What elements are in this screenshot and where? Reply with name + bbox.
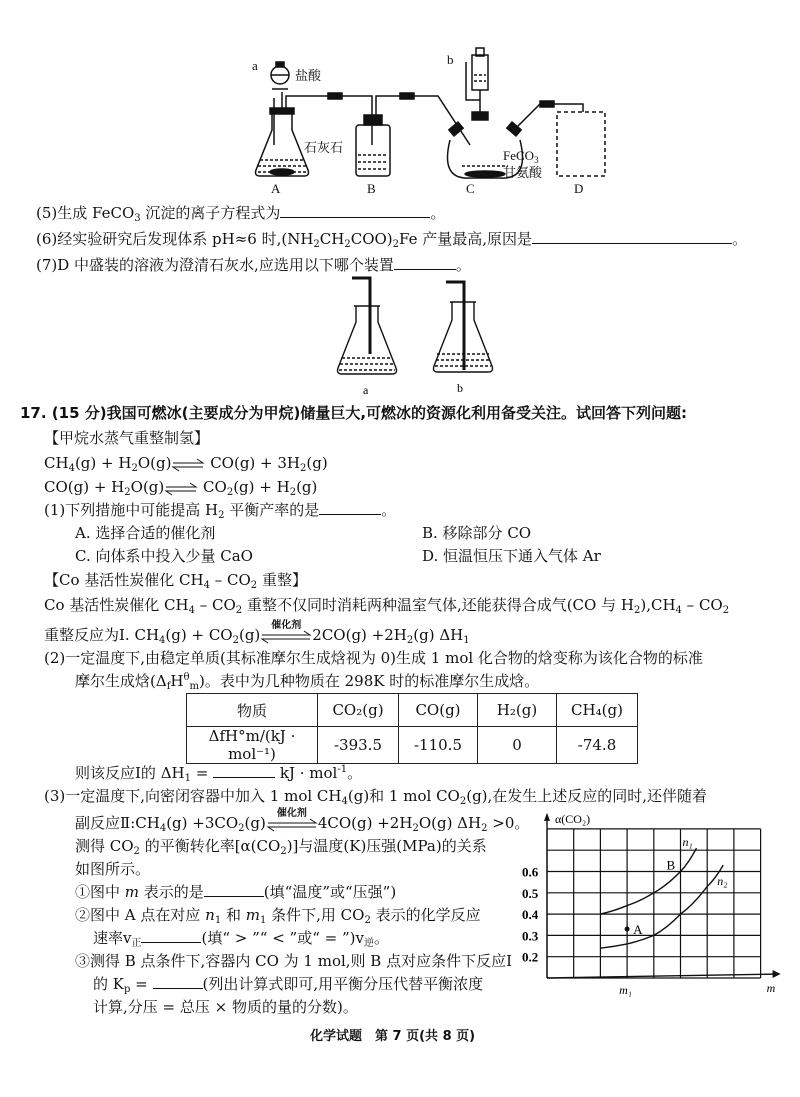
question-17-2-line2: 摩尔生成焓$(\Delta_fH^\theta_m)$。表中为几种物质在 298K 时的标准摩尔生成焓。 xyxy=(75,672,540,692)
question-6: (6)经实验研究后发现体系 pH≈6 时$,(NH_2CH_2COO)_2Fe$ 产量最高,原因是 。 xyxy=(36,230,748,250)
catalyst-equilibrium-arrow-icon: 催化剂 xyxy=(266,817,318,831)
table-cell: -393.5 xyxy=(318,727,399,764)
label-glycine: 甘氨酸 xyxy=(503,165,543,180)
table-header-cell: CO(g) xyxy=(399,694,478,727)
page-footer: 化学试题 第 7 页(共 8 页) xyxy=(310,1029,476,1044)
y-tick-label: 0.6 xyxy=(522,864,539,880)
option-D: D. 恒温恒压下通入气体 Ar xyxy=(422,547,601,565)
label-limestone: 石灰石 xyxy=(304,140,344,155)
question-17-3-sub1: ①图中 m 表示的是 (填“温度”或“压强”) xyxy=(75,883,397,901)
label-a: a xyxy=(252,58,258,73)
label-apparatus-B: B xyxy=(367,181,376,196)
answer-blank-17-1[interactable] xyxy=(319,500,381,515)
x-axis-label: m xyxy=(766,981,776,995)
co2-conversion-chart xyxy=(520,800,776,1020)
equation-2: $CO(g) + H_2O(g) CO_2(g) + H_2(g)$ xyxy=(44,478,318,498)
y-tick-label: 0.5 xyxy=(522,885,539,901)
question-17-3-line3: 测得 $CO_2$ 的平衡转化率$[\alpha(CO_2)]$与温度(K)压强(MPa)的关系 xyxy=(75,837,487,857)
table-header-cell: CO₂(g) xyxy=(318,694,399,727)
series-label: n₂ xyxy=(717,874,728,889)
catalyst-equilibrium-arrow-icon: 催化剂 xyxy=(260,629,312,643)
question-17-3-sub3-line3: 计算,分压 = 总压 × 物质的量的分数)。 xyxy=(93,998,358,1016)
answer-blank-q6[interactable] xyxy=(532,229,732,244)
x-axis-arrow-icon xyxy=(773,970,781,978)
y-tick-label: 0.4 xyxy=(522,907,539,923)
option-A: A. 选择合适的催化剂 xyxy=(75,524,216,542)
table-header-cell: 物质 xyxy=(187,694,318,727)
table-row xyxy=(187,727,638,764)
series-line-1 xyxy=(600,848,696,914)
container-d-placeholder xyxy=(557,112,605,176)
question-17-3-sub3: ③测得 B 点条件下,容器内 CO 为 1 mol,则 B 点对应条件下反应Ⅰ xyxy=(75,952,513,970)
question-17-3-line4: 如图所示。 xyxy=(75,860,151,878)
section-heading-co-catalysis: 【Co 基活性炭催化 $CH_4 - CO_2$ 重整】 xyxy=(44,571,307,591)
equation-1: $CH_4(g) + H_2O(g) CO(g) + 3H_2(g)$ xyxy=(44,454,328,474)
table-cell: -110.5 xyxy=(399,727,478,764)
label-apparatus-A: A xyxy=(271,181,281,196)
table-cell: -74.8 xyxy=(557,727,638,764)
question-17-1: (1)下列措施中可能提高 $H_2$ 平衡产率的是 。 xyxy=(44,501,397,521)
y-axis-label: α(CO₂) xyxy=(555,811,591,826)
label-feco3: FeCO$_3$ xyxy=(503,148,539,165)
question-5: (5)生成 FeCO$_3$ 沉淀的离子方程式为 。 xyxy=(36,204,446,224)
question-17-3: (3)一定温度下,向密闭容器中加入 1 mol $CH_4(g)$和 1 mol $CO_2(g)$,在发生上述反应的同时,还伴随着 xyxy=(44,787,708,807)
option-C: C. 向体系中投入少量 CaO xyxy=(75,547,253,565)
table-header-cell: H₂(g) xyxy=(478,694,557,727)
question-17-3-sub3-line2: 的 $K_p$ = (列出计算式即可,用平衡分压代替平衡浓度 xyxy=(93,975,484,995)
label-hcl: 盐酸 xyxy=(295,68,322,83)
label-apparatus-D: D xyxy=(574,181,584,196)
equilibrium-arrow-icon xyxy=(171,457,205,471)
y-tick-label: 0.3 xyxy=(522,928,539,944)
series-label: n₁ xyxy=(682,835,693,850)
equilibrium-arrow-icon xyxy=(164,481,198,495)
question-17-header: 17. (15 分)我国可燃冰(主要成分为甲烷)储量巨大,可燃冰的资源化利用备受关注。试回答下列问题: xyxy=(20,404,688,422)
option-B: B. 移除部分 CO xyxy=(422,524,532,542)
reaction-II: 副反应$Ⅱ:CH_4(g) +3CO_2(g)$ 催化剂 $4CO(g) +2H_2O(g)$ $\Delta H_2 >0$。 xyxy=(75,808,530,834)
answer-blank-17-2[interactable] xyxy=(213,763,275,778)
enthalpy-table xyxy=(186,693,638,764)
table-header-row xyxy=(187,694,638,727)
y-axis-arrow-icon xyxy=(544,813,550,821)
question-17-2-answer: 则该反应Ⅰ的 $\Delta H_1$ = kJ · mol$^{-1}$。 xyxy=(75,764,363,784)
answer-blank-q5[interactable] xyxy=(280,203,430,218)
label-apparatus-C: C xyxy=(466,181,475,196)
point-label-B: B xyxy=(666,857,676,873)
table-header-cell: CH₄(g) xyxy=(557,694,638,727)
question-17-3-sub2-line2: 速率$v_正$ (填“ > ”“ < ”或“ = $”)v_逆$。 xyxy=(93,929,390,949)
question-7: (7)D 中盛装的溶液为澄清石灰水,应选用以下哪个装置 。 xyxy=(36,256,471,274)
flask-options-diagram xyxy=(300,270,520,400)
question-17-2: (2)一定温度下,由稳定单质(其标准摩尔生成焓视为 0)生成 1 mol 化合物的焓变称为该化合物的标准 xyxy=(44,649,703,667)
section-heading-steam-reforming: 【甲烷水蒸气重整制氢】 xyxy=(44,429,210,447)
answer-blank-17-3-3[interactable] xyxy=(153,974,203,989)
label-b-funnel: b xyxy=(447,52,454,67)
flask-label-b: b xyxy=(457,381,463,395)
co-catalysis-intro: Co 基活性炭催化 $CH_4 - CO_2$ 重整不仅同时消耗两种温室气体,还能获得合成气(CO 与 $H_2),CH_4 - CO_2$ xyxy=(44,596,730,616)
question-17-3-sub2: ②图中 A 点在对应 $n_1$ 和 $m_1$ 条件下,用 $CO_2$ 表示的化学反应 xyxy=(75,906,481,926)
point-label-A: A xyxy=(633,922,643,938)
apparatus-diagram xyxy=(200,0,620,200)
answer-blank-17-3-1[interactable] xyxy=(204,882,264,897)
flask-label-a: a xyxy=(363,383,369,397)
table-row-label: ΔfH°m/(kJ · mol⁻¹) xyxy=(187,727,318,764)
data-point-A xyxy=(625,927,630,932)
reaction-I: 重整反应为Ⅰ. $CH_4(g) + CO_2(g)$ 催化剂 $2CO(g) +2H_2(g)$ $\Delta H_1$ xyxy=(44,620,470,646)
answer-blank-q7[interactable] xyxy=(394,255,456,270)
x-tick-label: m₁ xyxy=(619,983,632,997)
answer-blank-17-3-2[interactable] xyxy=(141,928,201,943)
table-cell: 0 xyxy=(478,727,557,764)
y-tick-label: 0.2 xyxy=(522,949,539,965)
